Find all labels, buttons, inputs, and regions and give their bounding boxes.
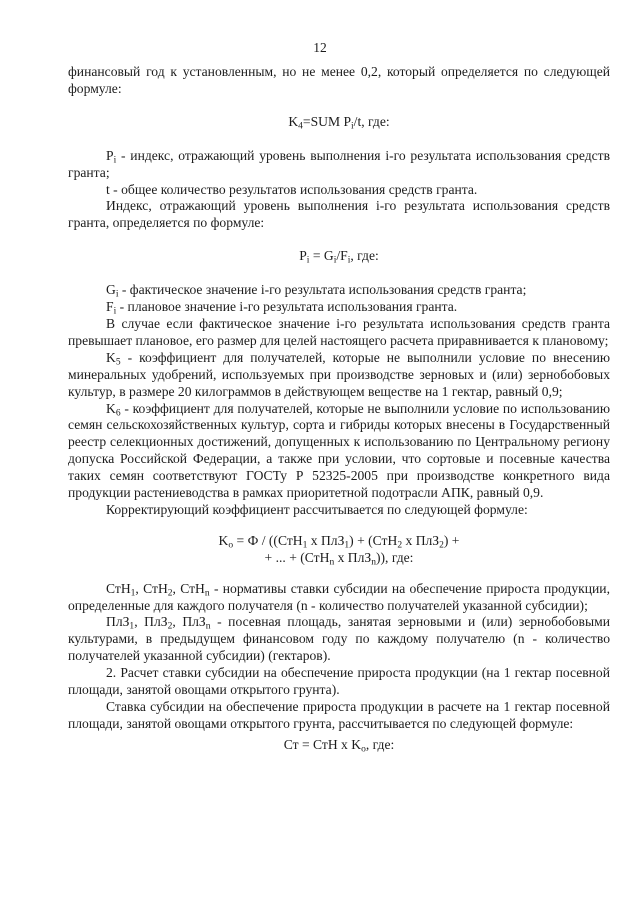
formula-f4: Ст = СтН х $K_o$, где: (283, 736, 395, 755)
paragraph-p3: t - общее количество результатов использования средств гранта. (106, 181, 478, 197)
paragraph-p14: Ставка субсидии на обеспечение прироста продукции в расчете на 1 гектар посевной площади, занятой овощами открытого грунта, рассчитывается по следующей формуле: (68, 699, 610, 731)
paragraph-p7: В случае если фактическое значение i-го результата использования средств гранта превышает плановое, его размер для целей настоящего расчета приравнивается к плановому; (68, 315, 610, 348)
formula-f1: $K_4=SUM$ $P_i/t$, где: (288, 113, 390, 132)
paragraph-p10: Корректирующий коэффициент рассчитывается по следующей формуле: (106, 501, 528, 517)
paragraph-p9: $K_6$ - коэффициент для получателей, которые не выполнили условие по использованию семян сельскохозяйственных культур, сорта и гибриды которых внесены в Государственный реестр селекционных достижений, допущенных к использованию по Центральному региону допуска Российской Федерации, а также при условии, что сортовые и посевные качества таких семян соответствуют ГОСТу Р 52325-2005 при производстве конкретного вида продукции растениеводства в рамках приоритетной подотрасли АПК, равный 0,9. (68, 400, 610, 501)
paragraph-p11: СтН$_1$, СтН$_2$, СтН$_n$ - нормативы ставки субсидии на обеспечение прироста продукции, определенные для каждого получателя (n - количество получателей указанной субсидии); (68, 580, 610, 613)
paragraph-p2: $P_i$ - индекс, отражающий уровень выполнения i-го результата использования средств гранта; (68, 147, 610, 180)
paragraph-p5: $G_i$ - фактическое значение i-го результата использования средств гранта; (106, 282, 527, 300)
page-number: 12 (313, 40, 327, 55)
formula-f3 (68, 533, 610, 567)
document-body (68, 64, 610, 754)
formula-line: + ... + (СтН$_n$ х ПлЗ$_n$)), где: (264, 549, 414, 568)
paragraph-p12: ПлЗ$_1$, ПлЗ$_2$, ПлЗ$_n$ - посевная площадь, занятая зерновыми и (или) зернобобовыми культурами, в предыдущем финансовом году по каждому получателю (n - количество получателей указанной субсидии) (гектаров). (68, 614, 610, 664)
formula-line: $K_o = Ф / ((СтН_1$ х ПлЗ$_1$) + (СтН$_2$ х ПлЗ$_2$) + (218, 532, 460, 551)
formula-f2: $P_i = G_i/F_i$, где: (299, 248, 379, 266)
paragraph-p8: $K_5$ - коэффициент для получателей, которые не выполнили условие по внесению минеральных удобрений, используемых при производстве зерновых и (или) зернобобовых культур, в размере 20 килограммов в действующем веществе на 1 гектар, равный 0,9; (68, 349, 610, 399)
paragraph-p4: Индекс, отражающий уровень выполнения i-го результата использования средств гранта, определяется по формуле: (68, 198, 610, 231)
paragraph-p6: $F_i$ - плановое значение i-го результата использования гранта. (106, 299, 458, 317)
paragraph-p1: финансовый год к установленным, но не менее 0,2, который определяется по следующей формуле: (68, 64, 610, 96)
paragraph-p13: 2. Расчет ставки субсидии на обеспечение прироста продукции (на 1 гектар посевной площади, занятой овощами открытого грунта). (68, 665, 610, 698)
